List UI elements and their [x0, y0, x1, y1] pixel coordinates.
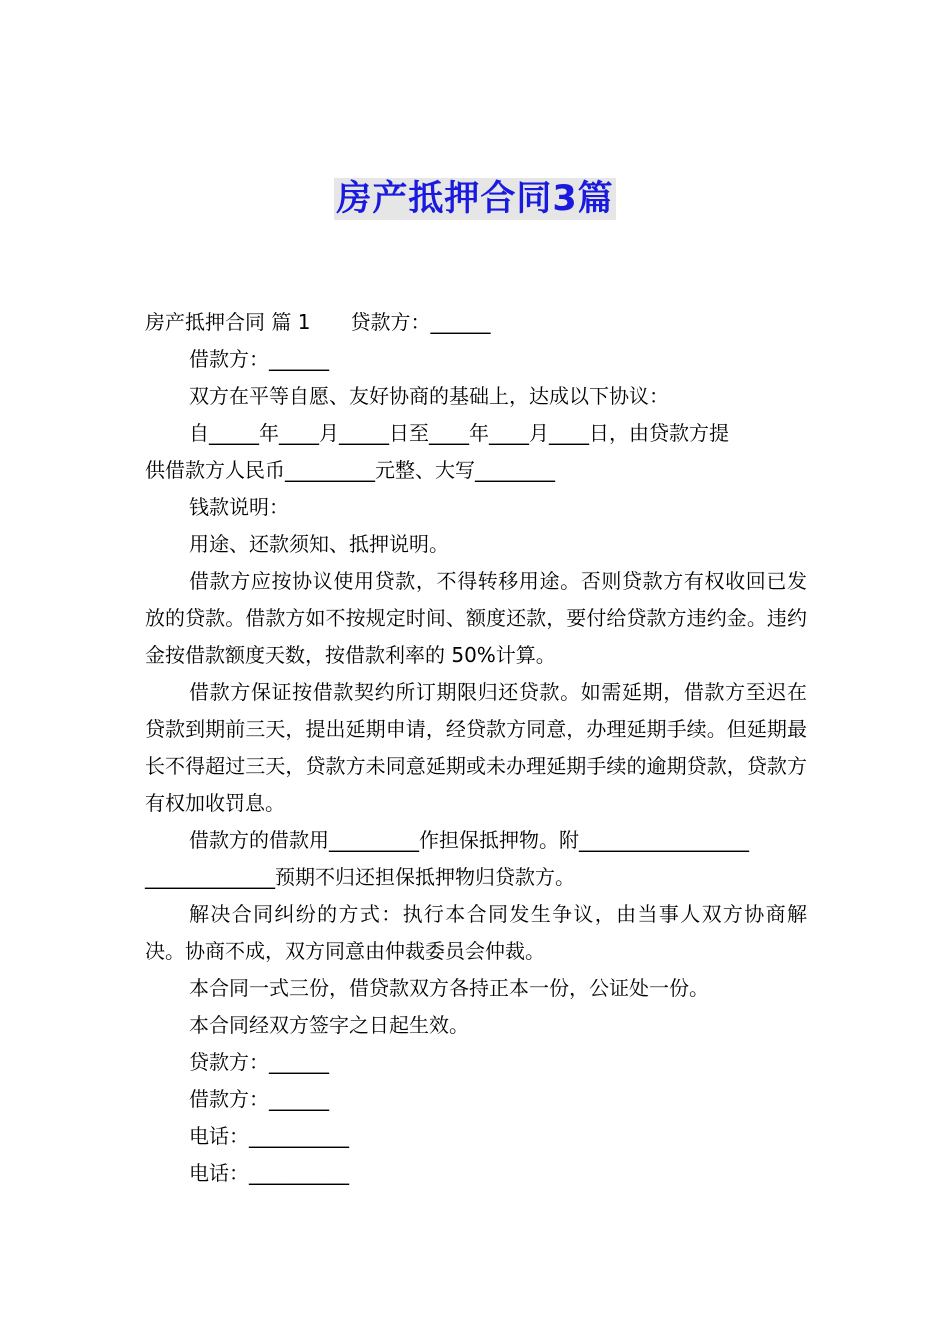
usage-paragraph: 借款方应按协议使用贷款，不得转移用途。否则贷款方有权收回已发放的贷款。借款方如不按规定时间、额度还款，要付给贷款方违约金。违约金按借款额度天数，按借款利率的 50%计算。 [145, 569, 807, 667]
document-title: 房产抵押合同3篇 [336, 179, 614, 219]
phone-line-1: 电话：__________ [189, 1124, 349, 1148]
heading-line [145, 304, 807, 341]
collateral-line: 借款方的借款用_________作担保抵押物。附_________________ [189, 828, 749, 852]
collateral-line-continued: _____________预期不归还担保抵押物归贷款方。 [145, 865, 575, 889]
agreement-intro: 双方在平等自愿、友好协商的基础上，达成以下协议： [189, 384, 669, 408]
copies-line: 本合同一式三份，借贷款双方各持正本一份，公证处一份。 [189, 976, 709, 1000]
money-explanation-heading: 钱款说明： [189, 495, 289, 519]
repayment-paragraph: 借款方保证按借款契约所订期限归还贷款。如需延期，借款方至迟在贷款到期前三天，提出延期申请，经贷款方同意，办理延期手续。但延期最长不得超过三天，贷款方未同意延期或未办理延期手续的逾期贷款，贷款方有权加收罚息。 [145, 680, 807, 815]
borrower-signature-line: 借款方：______ [189, 1087, 329, 1111]
document-body [145, 304, 807, 1192]
title-container [0, 178, 950, 220]
loan-period-line: 自_____年____月_____日至____年____月____日，由贷款方提 [189, 421, 729, 445]
lender-field: 贷款方：______ [350, 310, 491, 334]
loan-amount-line: 供借款方人民币_________元整、大写________ [145, 458, 555, 482]
phone-line-2: 电话：__________ [189, 1161, 349, 1185]
contract-section-label: 房产抵押合同 篇 1 [145, 310, 311, 334]
borrower-line: 借款方：______ [189, 347, 329, 371]
dispute-paragraph: 解决合同纠纷的方式：执行本合同发生争议，由当事人双方协商解决。协商不成，双方同意由仲裁委员会仲裁。 [145, 902, 807, 963]
effective-line: 本合同经双方签字之日起生效。 [189, 1013, 469, 1037]
usage-notes-line: 用途、还款须知、抵押说明。 [189, 532, 449, 556]
lender-signature-line: 贷款方：______ [189, 1050, 329, 1074]
